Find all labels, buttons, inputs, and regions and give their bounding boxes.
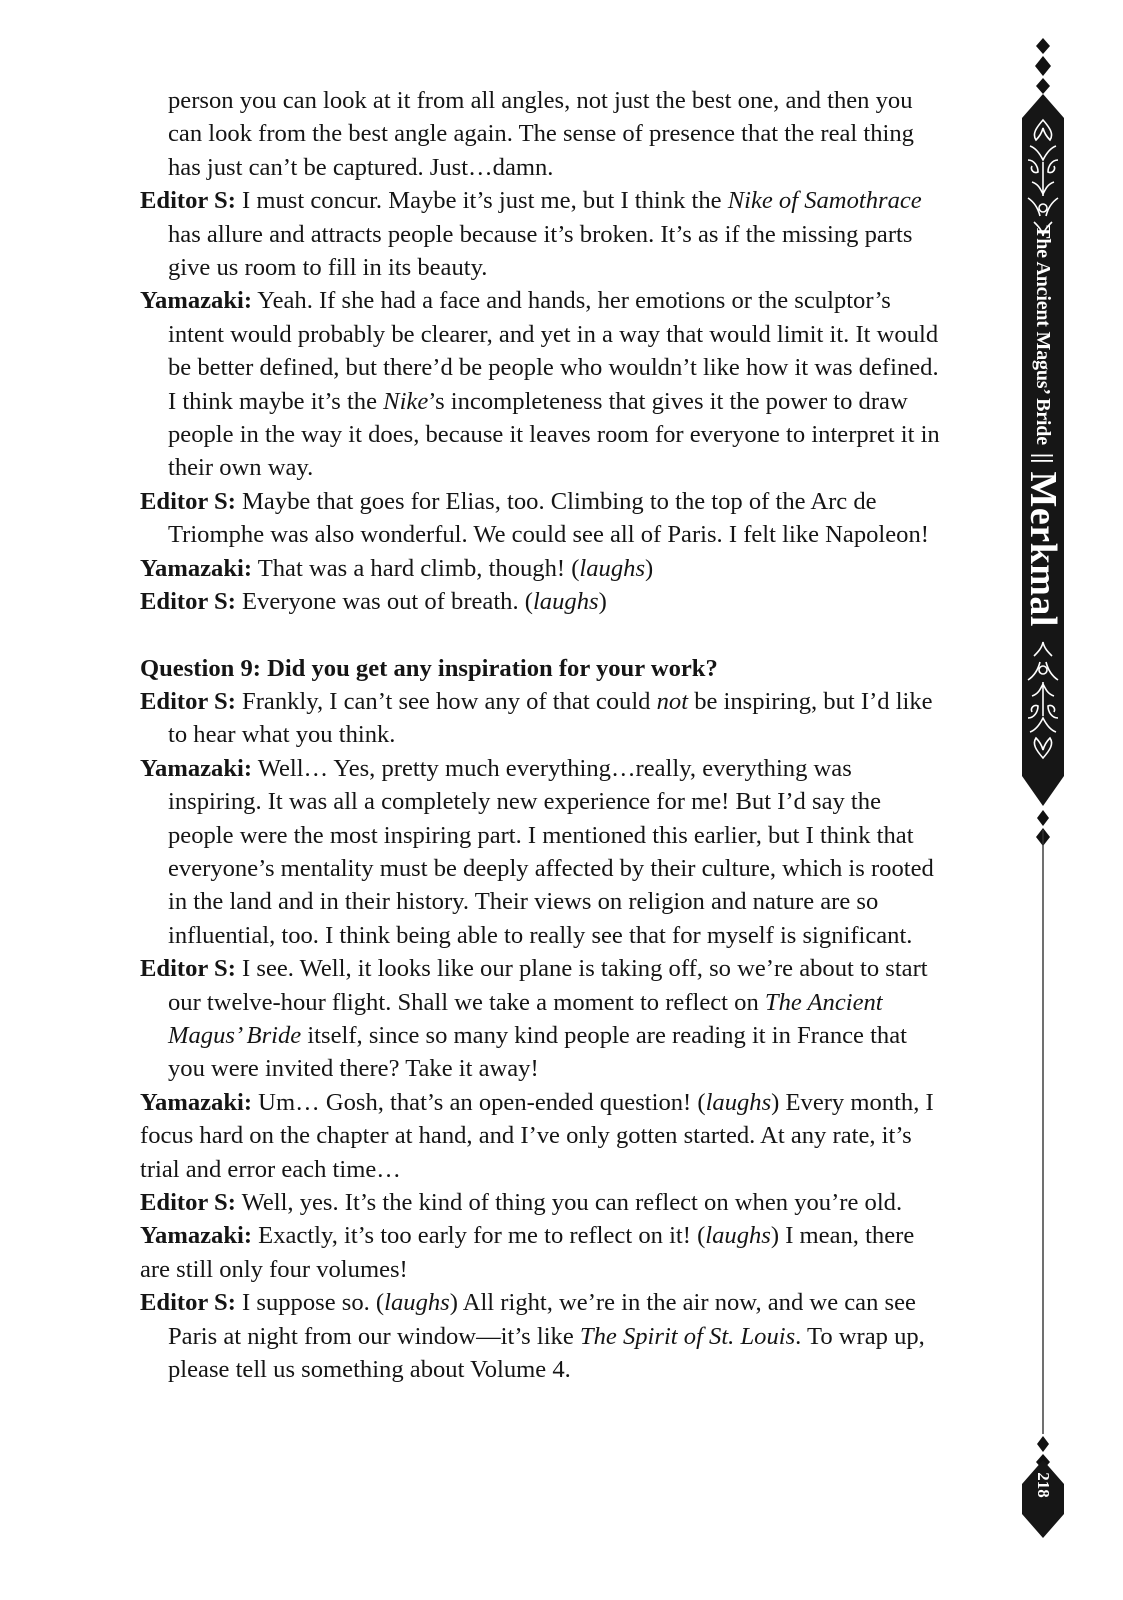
speaker-label: Editor S: [140, 687, 236, 715]
speaker-label: Editor S: [140, 187, 236, 215]
speaker-label: Yamazaki: [140, 287, 253, 315]
question-heading: Question 9: Did you get any inspiration for your work? [140, 654, 718, 682]
speaker-label: Editor S: [140, 487, 236, 515]
page-number [1020, 1462, 1066, 1508]
paragraph-continuation: person you can look at it from all angles, not just the best one, and then you can look from the best angle again. The sense of presence that the real thing has just can’t be captured. Just…damn. [168, 87, 914, 181]
page-number-label: 218 [1034, 1472, 1053, 1498]
dialogue-editor: Editor S: I see. Well, it looks like our plane is taking off, so we’re about to start our twelve-hour flight. Shall we take a moment to reflect on The Ancient Magus’ Bride itself, since so many kind people are reading it in France that you were invited there? Take it away! [140, 955, 928, 1083]
interview-text [140, 84, 948, 1386]
dialogue-yamazaki: Yamazaki: That was a hard climb, though! (laughs) [140, 554, 654, 582]
speaker-label: Editor S: [140, 1189, 236, 1216]
dialogue-editor: Editor S: Frankly, I can’t see how any of that could not be inspiring, but I’d like to hear what you think. [140, 687, 933, 749]
running-title [1020, 218, 1066, 633]
speaker-label: Yamazaki: [140, 754, 253, 782]
dialogue-yamazaki: Yamazaki: Yeah. If she had a face and hands, her emotions or the sculptor’s intent would probably be clearer, and yet in a way that would limit it. It would be better defined, but there’d be people who wouldn’t like how it was defined. I think maybe it’s the Nike’s incompleteness that gives it the power to draw people in the way it does, because it leaves room for everyone to interpret it in their own way. [140, 287, 940, 482]
section-title: Merkmal [1022, 470, 1064, 627]
speaker-label: Editor S: [140, 955, 236, 983]
dialogue-yamazaki: Yamazaki: Um… Gosh, that’s an open-ended question! (laughs) Every month, I focus hard on the chapter at hand, and I’ve only gotten started. At any rate, it’s trial and error each time… [140, 1088, 934, 1183]
dialogue-editor: Editor S: Everyone was out of breath. (laughs) [140, 588, 607, 616]
series-title: The Ancient Magus’ Bride [1032, 224, 1055, 445]
dialogue-yamazaki: Yamazaki: Exactly, it’s too early for me to reflect on it! (laughs) I mean, there are still only four volumes! [140, 1222, 915, 1283]
speaker-label: Yamazaki: [140, 1088, 253, 1116]
speaker-label: Yamazaki: [140, 1222, 253, 1250]
spacer [140, 619, 948, 652]
dialogue-editor: Editor S: I suppose so. (laughs) All right, we’re in the air now, and we can see Paris at night from our window—it’s like The Spirit of St. Louis. To wrap up, please tell us something about Volume 4. [140, 1289, 925, 1384]
dialogue-editor: Editor S: Maybe that goes for Elias, too. Climbing to the top of the Arc de Triomphe was also wonderful. We could see all of Paris. I felt like Napoleon! [140, 487, 929, 549]
dialogue-yamazaki: Yamazaki: Well… Yes, pretty much everything…really, everything was inspiring. It was all a completely new experience for me! But I’d say the people were the most inspiring part. I mentioned this earlier, but I think that everyone’s mentality must be deeply affected by their culture, which is rooted in the land and in their history. Their views on religion and nature are so influential, too. I think being able to really see that for myself is significant. [140, 754, 934, 949]
speaker-label: Yamazaki: [140, 554, 253, 582]
speaker-label: Editor S: [140, 588, 236, 616]
dialogue-editor: Editor S: I must concur. Maybe it’s just me, but I think the Nike of Samothrace has allure and attracts people because it’s broken. It’s as if the missing parts give us room to fill in its beauty. [140, 187, 922, 282]
title-separator: || [1030, 452, 1057, 463]
speaker-label: Editor S: [140, 1289, 236, 1317]
dialogue-editor: Editor S: Well, yes. It’s the kind of thing you can reflect on when you’re old. [140, 1189, 903, 1216]
